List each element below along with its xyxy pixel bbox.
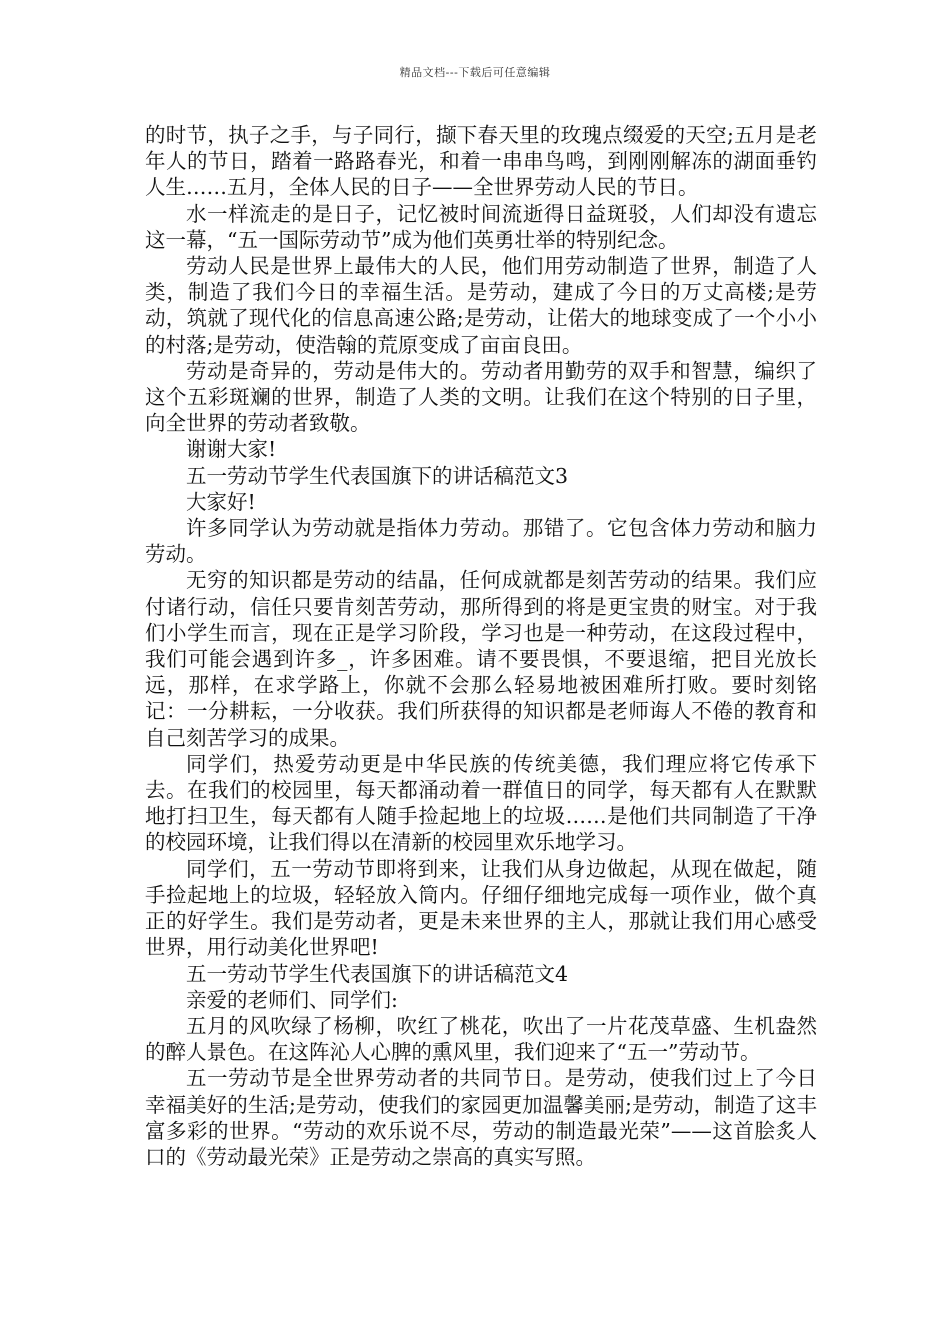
section-title: 五一劳动节学生代表国旗下的讲话稿范文4 <box>186 961 569 986</box>
greeting: 亲爱的老师们、同学们: <box>186 987 398 1012</box>
paragraph: 无穷的知识都是劳动的结晶，任何成就都是刻苦劳动的结果。我们应付诸行动，信任只要肯刻苦劳动，那所得到的将是更宝贵的财宝。对于我们小学生而言，现在正是学习阶段，学习也是一种劳动，在这段过程中，我们可能会遇到许多_，许多困难。请不要畏惧，不要退缩，把目光放长远，那样，在求学路上，你就不会那么轻易地被困难所打败。要时刻铭记：一分耕耘，一分收获。我们所获得的知识都是老师诲人不倦的教育和自己刻苦学习的成果。 <box>145 568 817 750</box>
paragraph: 同学们，热爱劳动更是中华民族的传统美德，我们理应将它传承下去。在我们的校园里，每天都涌动着一群值日的同学，每天都有人在默默地打扫卫生，每天都有人随手捡起地上的垃圾……是他们共同制造了干净的校园环境，让我们得以在清新的校园里欢乐地学习。 <box>145 751 817 855</box>
closing-line: 谢谢大家! <box>186 437 277 462</box>
page-header: 精品文档---下载后可任意编辑 <box>399 66 551 79</box>
paragraph: 许多同学认为劳动就是指体力劳动。那错了。它包含体力劳动和脑力劳动。 <box>145 516 817 567</box>
paragraph: 五一劳动节是全世界劳动者的共同节日。是劳动，使我们过上了今日幸福美好的生活;是劳动，使我们的家园更加温馨美丽;是劳动，制造了这丰富多彩的世界。“劳动的欢乐说不尽，劳动的制造最光荣”——这首脍炙人口的《劳动最光荣》正是劳动之崇高的真实写照。 <box>145 1066 817 1169</box>
greeting: 大家好! <box>186 489 256 514</box>
paragraph: 劳动是奇异的，劳动是伟大的。劳动者用勤劳的双手和智慧，编织了这个五彩斑斓的世界，制造了人类的文明。让我们在这个特别的日子里，向全世界的劳动者致敬。 <box>145 358 817 436</box>
paragraph: 同学们，五一劳动节即将到来，让我们从身边做起，从现在做起，随手捡起地上的垃圾，轻轻放入筒内。仔细仔细地完成每一项作业，做个真正的好学生。我们是劳动者，更是未来世界的主人，那就让我们用心感受世界，用行动美化世界吧! <box>145 856 817 960</box>
paragraph: 五月的风吹绿了杨柳，吹红了桃花，吹出了一片花茂草盛、生机盎然的醉人景色。在这阵沁人心脾的熏风里，我们迎来了“五一”劳动节。 <box>145 1013 817 1065</box>
paragraph: 劳动人民是世界上最伟大的人民，他们用劳动制造了世界，制造了人类，制造了我们今日的幸福生活。是劳动，建成了今日的万丈高楼;是劳动，筑就了现代化的信息高速公路;是劳动，让偌大的地球变成了一个小小的村落;是劳动，使浩翰的荒原变成了亩亩良田。 <box>145 254 817 357</box>
paragraph: 的时节，执子之手，与子同行，撷下春天里的玫瑰点缀爱的天空;五月是老年人的节日，踏着一路路春光，和着一串串鸟鸣，到刚刚解冻的湖面垂钓人生……五月，全体人民的日子——全世界劳动人民的节日。 <box>145 123 817 200</box>
document-body <box>145 122 817 1170</box>
paragraph: 水一样流走的是日子，记忆被时间流逝得日益斑驳，人们却没有遗忘这一幕，“五一国际劳动节”成为他们英勇壮举的特别纪念。 <box>145 201 817 252</box>
section-title: 五一劳动节学生代表国旗下的讲话稿范文3 <box>186 463 569 488</box>
